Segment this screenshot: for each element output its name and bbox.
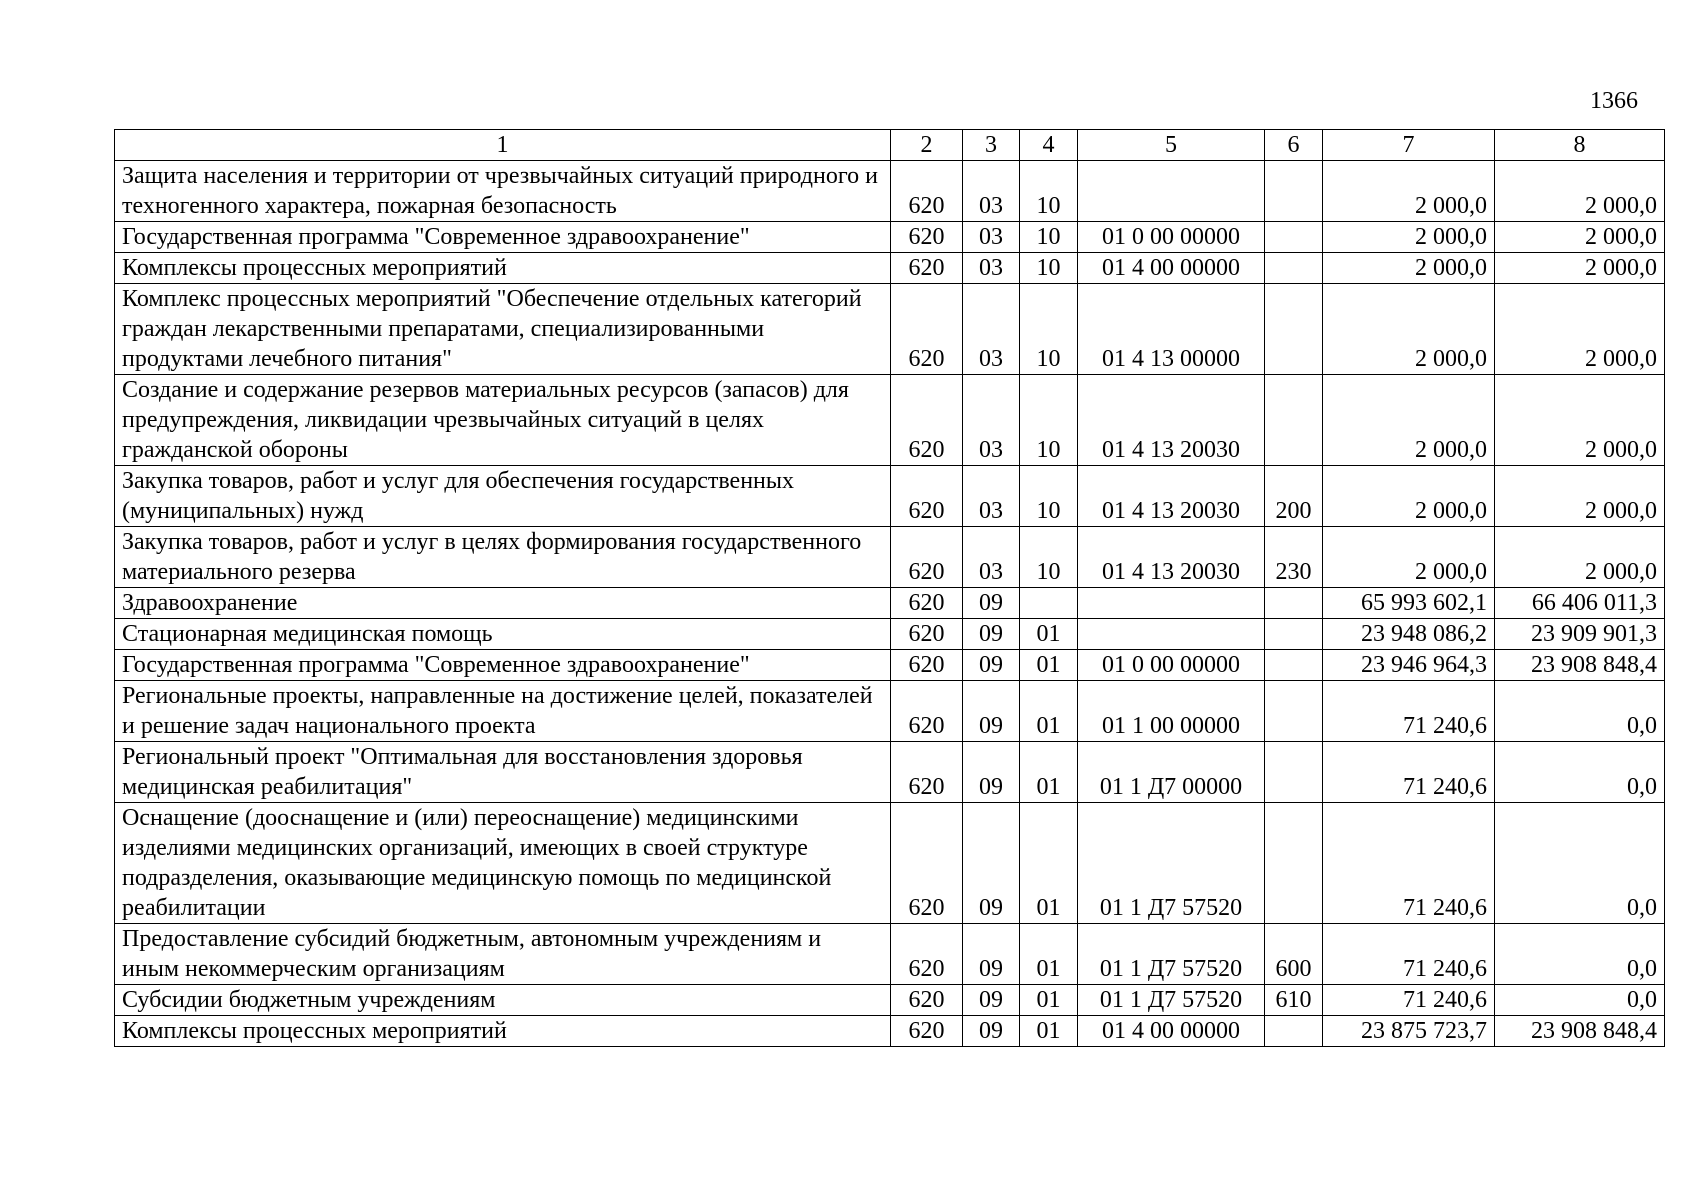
row-amount-2-cell: 2 000,0 bbox=[1495, 466, 1665, 527]
row-ved-cell: 620 bbox=[891, 284, 963, 375]
row-name-cell: Региональный проект "Оптимальная для восстановления здоровья медицинская реабилитация" bbox=[115, 742, 891, 803]
row-ved-cell: 620 bbox=[891, 466, 963, 527]
table-row bbox=[115, 375, 1665, 466]
table-row bbox=[115, 650, 1665, 681]
row-section-cell: 03 bbox=[963, 253, 1020, 284]
table-row bbox=[115, 253, 1665, 284]
row-amount-2-cell: 23 908 848,4 bbox=[1495, 1016, 1665, 1047]
table-body bbox=[115, 161, 1665, 1047]
row-name-cell: Субсидии бюджетным учреждениям bbox=[115, 985, 891, 1016]
row-name-cell: Региональные проекты, направленные на достижение целей, показателей и решение задач национального проекта bbox=[115, 681, 891, 742]
row-section-cell: 03 bbox=[963, 284, 1020, 375]
row-subsection-cell: 01 bbox=[1020, 619, 1078, 650]
row-name-cell: Защита населения и территории от чрезвычайных ситуаций природного и техногенного характера, пожарная безопасность bbox=[115, 161, 891, 222]
row-name-cell: Комплексы процессных мероприятий bbox=[115, 253, 891, 284]
row-amount-2-cell: 2 000,0 bbox=[1495, 222, 1665, 253]
row-name-cell: Стационарная медицинская помощь bbox=[115, 619, 891, 650]
row-ved-cell: 620 bbox=[891, 253, 963, 284]
row-ved-cell: 620 bbox=[891, 985, 963, 1016]
table-row bbox=[115, 742, 1665, 803]
row-section-cell: 09 bbox=[963, 588, 1020, 619]
column-header: 4 bbox=[1020, 130, 1078, 161]
row-target-article-cell: 01 0 00 00000 bbox=[1078, 650, 1265, 681]
row-expense-type-cell: 230 bbox=[1265, 527, 1323, 588]
row-section-cell: 03 bbox=[963, 527, 1020, 588]
row-name-cell: Государственная программа "Современное здравоохранение" bbox=[115, 650, 891, 681]
row-name-cell: Предоставление субсидий бюджетным, автономным учреждениям и иным некоммерческим организациям bbox=[115, 924, 891, 985]
row-amount-1-cell: 2 000,0 bbox=[1323, 466, 1495, 527]
row-section-cell: 03 bbox=[963, 466, 1020, 527]
row-section-cell: 09 bbox=[963, 742, 1020, 803]
row-expense-type-cell bbox=[1265, 1016, 1323, 1047]
row-ved-cell: 620 bbox=[891, 527, 963, 588]
row-expense-type-cell bbox=[1265, 681, 1323, 742]
row-expense-type-cell bbox=[1265, 222, 1323, 253]
row-expense-type-cell bbox=[1265, 284, 1323, 375]
row-subsection-cell: 10 bbox=[1020, 375, 1078, 466]
table-row bbox=[115, 985, 1665, 1016]
row-amount-2-cell: 23 909 901,3 bbox=[1495, 619, 1665, 650]
column-header: 6 bbox=[1265, 130, 1323, 161]
row-amount-1-cell: 71 240,6 bbox=[1323, 681, 1495, 742]
table-row bbox=[115, 284, 1665, 375]
row-amount-1-cell: 2 000,0 bbox=[1323, 375, 1495, 466]
row-amount-1-cell: 71 240,6 bbox=[1323, 924, 1495, 985]
row-target-article-cell: 01 4 00 00000 bbox=[1078, 253, 1265, 284]
row-amount-1-cell: 2 000,0 bbox=[1323, 161, 1495, 222]
row-expense-type-cell bbox=[1265, 375, 1323, 466]
row-subsection-cell: 10 bbox=[1020, 161, 1078, 222]
row-target-article-cell: 01 4 13 20030 bbox=[1078, 466, 1265, 527]
row-ved-cell: 620 bbox=[891, 375, 963, 466]
row-subsection-cell: 01 bbox=[1020, 681, 1078, 742]
row-section-cell: 03 bbox=[963, 161, 1020, 222]
row-ved-cell: 620 bbox=[891, 803, 963, 924]
row-section-cell: 09 bbox=[963, 650, 1020, 681]
row-target-article-cell bbox=[1078, 588, 1265, 619]
column-header: 8 bbox=[1495, 130, 1665, 161]
row-expense-type-cell bbox=[1265, 803, 1323, 924]
column-header: 5 bbox=[1078, 130, 1265, 161]
table-row bbox=[115, 681, 1665, 742]
table-row bbox=[115, 1016, 1665, 1047]
row-subsection-cell: 10 bbox=[1020, 527, 1078, 588]
header-row bbox=[115, 130, 1665, 161]
row-amount-1-cell: 71 240,6 bbox=[1323, 803, 1495, 924]
row-expense-type-cell: 610 bbox=[1265, 985, 1323, 1016]
row-subsection-cell: 10 bbox=[1020, 222, 1078, 253]
row-amount-2-cell: 2 000,0 bbox=[1495, 253, 1665, 284]
row-target-article-cell: 01 4 13 20030 bbox=[1078, 375, 1265, 466]
row-ved-cell: 620 bbox=[891, 650, 963, 681]
row-expense-type-cell: 200 bbox=[1265, 466, 1323, 527]
row-expense-type-cell bbox=[1265, 588, 1323, 619]
row-amount-2-cell: 2 000,0 bbox=[1495, 161, 1665, 222]
row-amount-1-cell: 2 000,0 bbox=[1323, 253, 1495, 284]
row-section-cell: 09 bbox=[963, 924, 1020, 985]
row-amount-1-cell: 2 000,0 bbox=[1323, 527, 1495, 588]
row-amount-1-cell: 23 875 723,7 bbox=[1323, 1016, 1495, 1047]
row-expense-type-cell bbox=[1265, 742, 1323, 803]
column-header: 3 bbox=[963, 130, 1020, 161]
page-number: 1366 bbox=[1590, 88, 1638, 114]
row-target-article-cell bbox=[1078, 619, 1265, 650]
row-name-cell: Комплексы процессных мероприятий bbox=[115, 1016, 891, 1047]
row-name-cell: Здравоохранение bbox=[115, 588, 891, 619]
row-section-cell: 03 bbox=[963, 222, 1020, 253]
column-header: 1 bbox=[115, 130, 891, 161]
row-subsection-cell: 01 bbox=[1020, 985, 1078, 1016]
row-amount-1-cell: 65 993 602,1 bbox=[1323, 588, 1495, 619]
row-target-article-cell: 01 1 Д7 57520 bbox=[1078, 985, 1265, 1016]
row-subsection-cell: 10 bbox=[1020, 466, 1078, 527]
row-amount-1-cell: 71 240,6 bbox=[1323, 742, 1495, 803]
table-row bbox=[115, 466, 1665, 527]
row-expense-type-cell: 600 bbox=[1265, 924, 1323, 985]
row-amount-2-cell: 0,0 bbox=[1495, 681, 1665, 742]
row-name-cell: Государственная программа "Современное здравоохранение" bbox=[115, 222, 891, 253]
row-section-cell: 09 bbox=[963, 1016, 1020, 1047]
budget-table bbox=[114, 129, 1665, 1047]
table-row bbox=[115, 527, 1665, 588]
row-subsection-cell: 01 bbox=[1020, 803, 1078, 924]
row-ved-cell: 620 bbox=[891, 1016, 963, 1047]
row-ved-cell: 620 bbox=[891, 588, 963, 619]
table-row bbox=[115, 222, 1665, 253]
row-subsection-cell: 01 bbox=[1020, 1016, 1078, 1047]
row-name-cell: Комплекс процессных мероприятий "Обеспечение отдельных категорий граждан лекарственными препаратами, специализированными продуктами лечебного питания" bbox=[115, 284, 891, 375]
row-amount-1-cell: 23 946 964,3 bbox=[1323, 650, 1495, 681]
row-subsection-cell: 10 bbox=[1020, 284, 1078, 375]
row-target-article-cell: 01 1 Д7 00000 bbox=[1078, 742, 1265, 803]
row-subsection-cell: 01 bbox=[1020, 924, 1078, 985]
row-amount-1-cell: 2 000,0 bbox=[1323, 222, 1495, 253]
row-name-cell: Закупка товаров, работ и услуг в целях формирования государственного материального резерва bbox=[115, 527, 891, 588]
table-row bbox=[115, 803, 1665, 924]
row-name-cell: Оснащение (дооснащение и (или) переоснащение) медицинскими изделиями медицинских организаций, имеющих в своей структуре подразделения, оказывающие медицинскую помощь по медицинской реабилитации bbox=[115, 803, 891, 924]
row-expense-type-cell bbox=[1265, 650, 1323, 681]
row-subsection-cell: 01 bbox=[1020, 742, 1078, 803]
table-row bbox=[115, 161, 1665, 222]
row-amount-2-cell: 0,0 bbox=[1495, 803, 1665, 924]
row-amount-2-cell: 0,0 bbox=[1495, 985, 1665, 1016]
row-target-article-cell: 01 1 Д7 57520 bbox=[1078, 924, 1265, 985]
row-ved-cell: 620 bbox=[891, 924, 963, 985]
row-section-cell: 09 bbox=[963, 619, 1020, 650]
row-section-cell: 03 bbox=[963, 375, 1020, 466]
row-section-cell: 09 bbox=[963, 681, 1020, 742]
row-amount-2-cell: 23 908 848,4 bbox=[1495, 650, 1665, 681]
table-row bbox=[115, 588, 1665, 619]
row-amount-2-cell: 2 000,0 bbox=[1495, 375, 1665, 466]
row-ved-cell: 620 bbox=[891, 742, 963, 803]
row-target-article-cell: 01 4 13 20030 bbox=[1078, 527, 1265, 588]
table-row bbox=[115, 924, 1665, 985]
row-target-article-cell: 01 4 13 00000 bbox=[1078, 284, 1265, 375]
row-ved-cell: 620 bbox=[891, 619, 963, 650]
row-expense-type-cell bbox=[1265, 253, 1323, 284]
row-expense-type-cell bbox=[1265, 619, 1323, 650]
row-target-article-cell: 01 1 00 00000 bbox=[1078, 681, 1265, 742]
row-name-cell: Закупка товаров, работ и услуг для обеспечения государственных (муниципальных) нужд bbox=[115, 466, 891, 527]
row-amount-1-cell: 23 948 086,2 bbox=[1323, 619, 1495, 650]
row-section-cell: 09 bbox=[963, 985, 1020, 1016]
row-ved-cell: 620 bbox=[891, 681, 963, 742]
row-amount-2-cell: 2 000,0 bbox=[1495, 284, 1665, 375]
row-target-article-cell: 01 1 Д7 57520 bbox=[1078, 803, 1265, 924]
row-amount-2-cell: 66 406 011,3 bbox=[1495, 588, 1665, 619]
row-expense-type-cell bbox=[1265, 161, 1323, 222]
row-section-cell: 09 bbox=[963, 803, 1020, 924]
row-subsection-cell: 10 bbox=[1020, 253, 1078, 284]
column-header: 2 bbox=[891, 130, 963, 161]
row-target-article-cell: 01 0 00 00000 bbox=[1078, 222, 1265, 253]
row-ved-cell: 620 bbox=[891, 222, 963, 253]
row-amount-1-cell: 2 000,0 bbox=[1323, 284, 1495, 375]
row-amount-2-cell: 0,0 bbox=[1495, 742, 1665, 803]
row-target-article-cell bbox=[1078, 161, 1265, 222]
row-amount-2-cell: 2 000,0 bbox=[1495, 527, 1665, 588]
row-target-article-cell: 01 4 00 00000 bbox=[1078, 1016, 1265, 1047]
row-name-cell: Создание и содержание резервов материальных ресурсов (запасов) для предупреждения, ликвидации чрезвычайных ситуаций в целях гражданской обороны bbox=[115, 375, 891, 466]
row-amount-1-cell: 71 240,6 bbox=[1323, 985, 1495, 1016]
row-subsection-cell: 01 bbox=[1020, 650, 1078, 681]
row-amount-2-cell: 0,0 bbox=[1495, 924, 1665, 985]
table-row bbox=[115, 619, 1665, 650]
column-header: 7 bbox=[1323, 130, 1495, 161]
row-subsection-cell bbox=[1020, 588, 1078, 619]
row-ved-cell: 620 bbox=[891, 161, 963, 222]
